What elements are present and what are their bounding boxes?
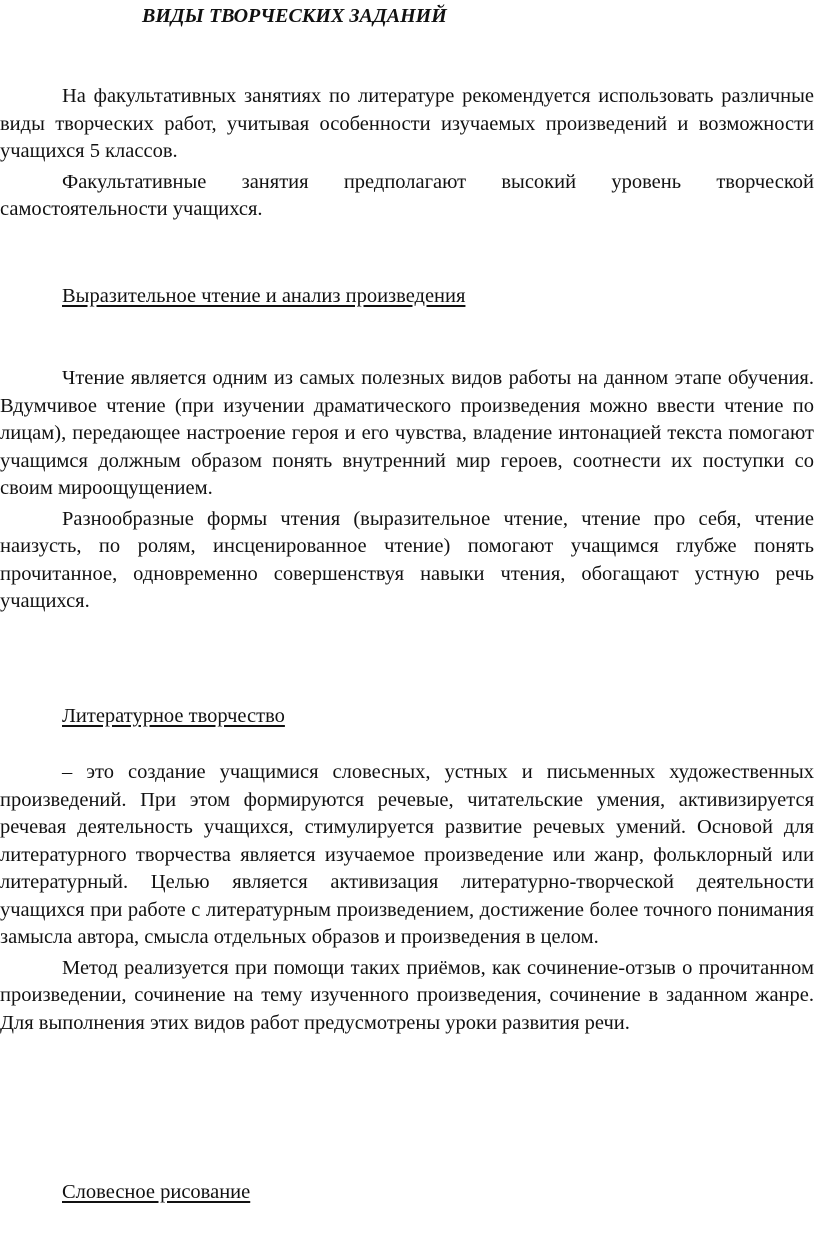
section2-block <box>0 759 814 1037</box>
section-heading-literary-creativity: Литературное творчество <box>62 705 285 727</box>
section1-paragraph-1: Чтение является одним из самых полезных видов работы на данном этапе обучения. Вдумчивое чтение (при изучении драматического произведения можно ввести чтение по лицам), передающее настроение героя и его чувства, владение интонацией текста помогают учащимся должным образом понять внутренний мир героев, соотнести их поступки со своим мироощущением. <box>0 367 814 499</box>
intro-block <box>0 83 814 224</box>
section1-paragraph-2: Разнообразные формы чтения (выразительное чтение, чтение про себя, чтение наизусть, по ролям, инсценированное чтение) помогают учащимся глубже понять прочитанное, одновременно совершенствуя навыки чтения, обогащают устную речь учащихся. <box>0 507 814 612</box>
intro-paragraph-1: На факультативных занятиях по литературе рекомендуется использовать различные виды творческих работ, учитывая особенности изучаемых произведений и возможности учащихся 5 классов. <box>0 85 814 162</box>
section1-block <box>0 365 814 616</box>
document-title: ВИДЫ ТВОРЧЕСКИХ ЗАДАНИЙ <box>142 5 447 27</box>
section-heading-verbal-drawing: Словесное рисование <box>62 1181 251 1203</box>
section2-paragraph-2: Метод реализуется при помощи таких приёмов, как сочинение-отзыв о прочитанном произведении, сочинение на тему изученного произведения, сочинение в заданном жанре. Для выполнения этих видов работ предусмотрены уроки развития речи. <box>0 956 814 1034</box>
section2-paragraph-1: – это создание учащимися словесных, устных и письменных художественных произведений. При этом формируются речевые, читательские умения, активизируется речевая деятельность учащихся, стимулируется развитие речевых умений. Основой для литературного творчества является изучаемое произведение или жанр, фольклорный или литературный. Целью является активизация литературно-творческой деятельности учащихся при работе с литературным произведением, достижение более точного понимания замысла автора, смысла отдельных образов и произведения в целом. <box>0 761 814 948</box>
section-heading-expressive-reading: Выразительное чтение и анализ произведения <box>62 285 466 307</box>
intro-paragraph-2: Факультативные занятия предполагают высокий уровень творческой самостоятельности учащихся. <box>0 170 814 220</box>
